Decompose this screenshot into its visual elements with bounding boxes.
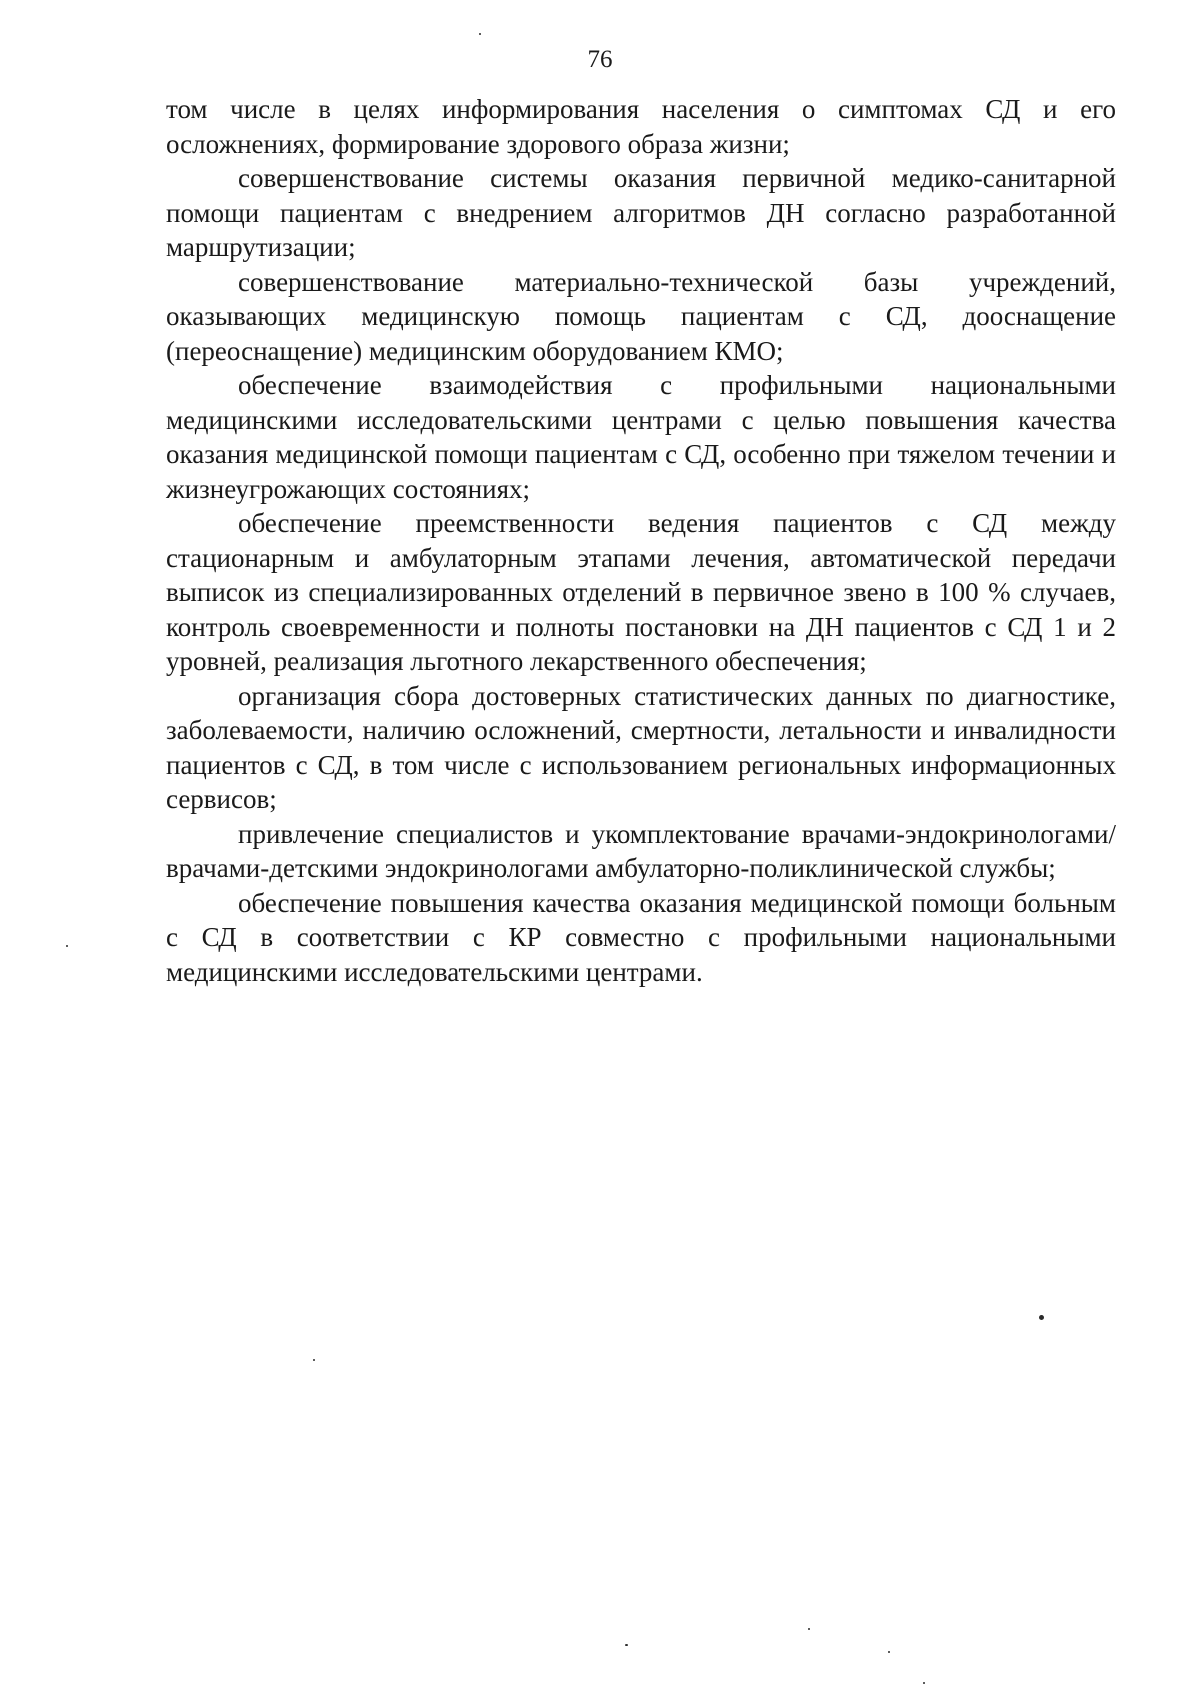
scan-speck xyxy=(808,1628,810,1630)
scan-speck xyxy=(625,1644,628,1646)
scan-speck xyxy=(66,945,68,947)
scan-speck xyxy=(479,33,481,35)
scan-speck xyxy=(888,1651,890,1653)
scan-speck xyxy=(313,1359,315,1361)
scan-speck xyxy=(923,1682,925,1684)
paragraph: организация сбора достоверных статистических данных по диагностике, заболеваемости, наличию осложнений, смертности, летальности и инвалидности пациентов с СД, в том числе с использованием региональных информационных сервисов; xyxy=(166,680,1116,814)
paragraph: обеспечение взаимодействия с профильными национальными медицинскими исследовательскими центрами с целью повышения качества оказания медицинской помощи пациентам с СД, особенно при тяжелом течении и жизнеугрожающих состояниях; xyxy=(166,370,1116,504)
paragraph: привлечение специалистов и укомплектование врачами-эндокринологами/ врачами-детскими эндокринологами амбулаторно-поликлинической службы; xyxy=(166,818,1116,883)
paragraph: том числе в целях информирования населения о симптомах СД и его осложнениях, формирование здорового образа жизни; xyxy=(166,94,1116,159)
paragraph: обеспечение преемственности ведения пациентов с СД между стационарным и амбулаторным этапами лечения, автоматической передачи выписок из специализированных отделений в первичное звено в 100 % случаев, контроль своевременности и полноты постановки на ДН пациентов с СД 1 и 2 уровней, реализация льготного лекарственного обеспечения; xyxy=(166,508,1116,676)
paragraph: совершенствование системы оказания первичной медико-санитарной помощи пациентам с внедрением алгоритмов ДН согласно разработанной маршрутизации; xyxy=(166,163,1116,262)
paragraph: обеспечение повышения качества оказания медицинской помощи больным с СД в соответствии с КР совместно с профильными национальными медицинскими исследовательскими центрами. xyxy=(166,887,1116,987)
scan-speck xyxy=(1039,1315,1044,1320)
paragraph: совершенствование материально-технической базы учреждений, оказывающих медицинскую помощь пациентам с СД, дооснащение (переоснащение) медицинским оборудованием КМО; xyxy=(166,266,1116,366)
document-body xyxy=(166,92,1116,989)
page-number: 76 xyxy=(587,46,613,73)
